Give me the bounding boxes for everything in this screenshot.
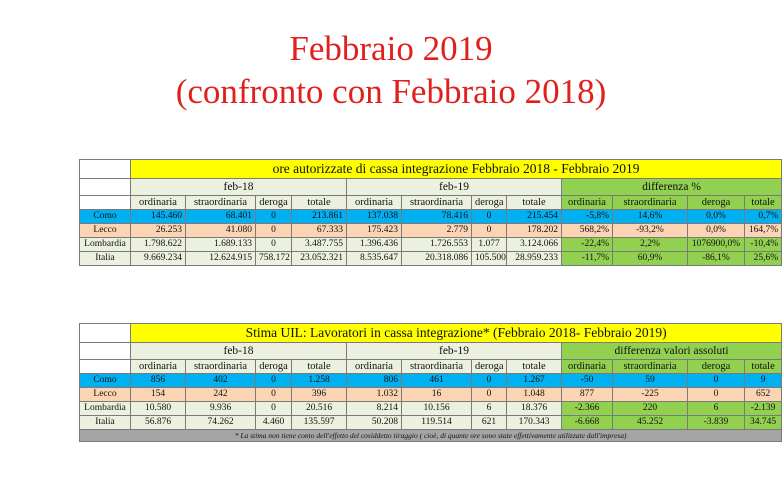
table-corner [80, 160, 131, 179]
table-cell: 1.048 [507, 388, 562, 402]
table-cell: 78.416 [402, 210, 472, 224]
table-cell: 215.454 [507, 210, 562, 224]
row-label: Italia [80, 252, 131, 266]
table-cell: -86,1% [688, 252, 745, 266]
table-cell: 6 [688, 402, 745, 416]
column-header: totale [292, 196, 347, 210]
table-cell: 758.172 [256, 252, 292, 266]
table-cell: 0 [688, 388, 745, 402]
table-cell: 60,9% [613, 252, 688, 266]
table-cell: 170.343 [507, 416, 562, 430]
table-cell: 0 [256, 388, 292, 402]
column-header: totale [292, 360, 347, 374]
table-corner [80, 196, 131, 210]
table-cell: 119.514 [402, 416, 472, 430]
group-header-diff: differenza valori assoluti [562, 343, 782, 360]
table-cell: 9 [745, 374, 782, 388]
table-row-lombardia [80, 402, 782, 416]
table-cell: 1.077 [472, 238, 507, 252]
table-row-lombardia [80, 238, 782, 252]
column-header: deroga [688, 360, 745, 374]
table-cell: 175.423 [347, 224, 402, 238]
table-cell: 2,2% [613, 238, 688, 252]
table-cell: 652 [745, 388, 782, 402]
table-cell: 56.876 [131, 416, 186, 430]
table-header: ore autorizzate di cassa integrazione Febbraio 2018 - Febbraio 2019 [131, 160, 782, 179]
table-cell: 1.726.553 [402, 238, 472, 252]
column-header: ordinaria [131, 360, 186, 374]
table-cell: -93,2% [613, 224, 688, 238]
table-cell: 6 [472, 402, 507, 416]
table-cell: 1.798.622 [131, 238, 186, 252]
table-cell: 135.597 [292, 416, 347, 430]
group-header-feb19: feb-19 [347, 343, 562, 360]
table-cell: 74.262 [186, 416, 256, 430]
table-cell: 568,2% [562, 224, 613, 238]
table-cell: 0,7% [745, 210, 782, 224]
table-cell: -50 [562, 374, 613, 388]
table-cell: 59 [613, 374, 688, 388]
table-cell: 4.460 [256, 416, 292, 430]
footnote: * La stima non tiene conto dell'effetto del cosiddetto tiraggio ( cioè, di quante ore sono state effettivamente utilizzate dall'impresa) [80, 430, 782, 442]
table-cell: -11,7% [562, 252, 613, 266]
column-header: ordinaria [347, 196, 402, 210]
table-cell: 402 [186, 374, 256, 388]
page-title: Febbraio 2019 [289, 29, 493, 68]
column-header: straordinaria [613, 360, 688, 374]
table-cell: 12.624.915 [186, 252, 256, 266]
table-cell: 877 [562, 388, 613, 402]
table-cell: 67.333 [292, 224, 347, 238]
column-header: straordinaria [186, 360, 256, 374]
table-cell: 220 [613, 402, 688, 416]
table-row-lecco [80, 388, 782, 402]
table-cell: 164,7% [745, 224, 782, 238]
table-cell: 16 [402, 388, 472, 402]
column-header: straordinaria [402, 196, 472, 210]
table-cell: 154 [131, 388, 186, 402]
table-cell: 0 [256, 374, 292, 388]
table-cell: 18.376 [507, 402, 562, 416]
column-header: straordinaria [613, 196, 688, 210]
row-label: Como [80, 374, 131, 388]
table-cell: 23.052.321 [292, 252, 347, 266]
table-cell: 0 [256, 238, 292, 252]
table-cell: 25,6% [745, 252, 782, 266]
table-row-como [80, 210, 782, 224]
column-header: deroga [256, 360, 292, 374]
table-cell: 50.208 [347, 416, 402, 430]
table-cell: 20.516 [292, 402, 347, 416]
table-cell: -2.139 [745, 402, 782, 416]
table-cell: 3.124.066 [507, 238, 562, 252]
table-cell: 0 [472, 210, 507, 224]
table-cell: 28.959.233 [507, 252, 562, 266]
table-cell: 1.267 [507, 374, 562, 388]
table-cell: 0,0% [688, 210, 745, 224]
table-cell: 20.318.086 [402, 252, 472, 266]
table-stima-lavoratori [79, 323, 782, 442]
table-row-como [80, 374, 782, 388]
table-cell: 242 [186, 388, 256, 402]
table-cell: 8.535.647 [347, 252, 402, 266]
column-header: deroga [688, 196, 745, 210]
row-label: Lecco [80, 388, 131, 402]
table-cell: 0 [472, 388, 507, 402]
table-cell: -6.668 [562, 416, 613, 430]
table-row-italia [80, 416, 782, 430]
column-header: deroga [472, 196, 507, 210]
table-cell: 9.669.234 [131, 252, 186, 266]
table-cell: 14,6% [613, 210, 688, 224]
table-cell: 10.156 [402, 402, 472, 416]
table-header: Stima UIL: Lavoratori in cassa integrazione* (Febbraio 2018- Febbraio 2019) [131, 324, 782, 343]
table-cell: 396 [292, 388, 347, 402]
table-corner [80, 360, 131, 374]
table-cell: -3.839 [688, 416, 745, 430]
table-corner [80, 179, 131, 196]
table-cell: -225 [613, 388, 688, 402]
row-label: Lecco [80, 224, 131, 238]
table-cell: 0 [472, 224, 507, 238]
row-label: Como [80, 210, 131, 224]
column-header: ordinaria [562, 360, 613, 374]
table-cell: 8.214 [347, 402, 402, 416]
column-header: ordinaria [562, 196, 613, 210]
table-cell: 105.500 [472, 252, 507, 266]
table-cell: -2.366 [562, 402, 613, 416]
table-row-lecco [80, 224, 782, 238]
group-header-feb18: feb-18 [131, 179, 347, 196]
table-cell: 0 [688, 374, 745, 388]
table-cell: 856 [131, 374, 186, 388]
table-cell: 461 [402, 374, 472, 388]
table-cell: 1076900,0% [688, 238, 745, 252]
table-cell: 213.861 [292, 210, 347, 224]
table-cell: 45.252 [613, 416, 688, 430]
column-header: totale [507, 196, 562, 210]
table-cell: 0 [256, 224, 292, 238]
table-cell: -5,8% [562, 210, 613, 224]
table-cell: 10.580 [131, 402, 186, 416]
table-cell: -22,4% [562, 238, 613, 252]
table-cell: 806 [347, 374, 402, 388]
table-cell: 178.202 [507, 224, 562, 238]
table-cell: 26.253 [131, 224, 186, 238]
table-ore-autorizzate [79, 159, 782, 266]
table-cell: 0 [472, 374, 507, 388]
table-cell: 3.487.755 [292, 238, 347, 252]
column-header: totale [745, 360, 782, 374]
group-header-diff: differenza % [562, 179, 782, 196]
table-cell: 0,0% [688, 224, 745, 238]
table-cell: -10,4% [745, 238, 782, 252]
column-header: totale [745, 196, 782, 210]
table-cell: 0 [256, 210, 292, 224]
table-cell: 1.032 [347, 388, 402, 402]
table-cell: 9.936 [186, 402, 256, 416]
row-label: Italia [80, 416, 131, 430]
table-corner [80, 324, 131, 343]
table-cell: 0 [256, 402, 292, 416]
table-cell: 137.038 [347, 210, 402, 224]
table-cell: 1.396.436 [347, 238, 402, 252]
column-header: totale [507, 360, 562, 374]
table-cell: 2.779 [402, 224, 472, 238]
table-cell: 1.689.133 [186, 238, 256, 252]
column-header: straordinaria [186, 196, 256, 210]
table-corner [80, 343, 131, 360]
table-cell: 41.080 [186, 224, 256, 238]
row-label: Lombardia [80, 238, 131, 252]
group-header-feb19: feb-19 [347, 179, 562, 196]
table-cell: 1.258 [292, 374, 347, 388]
column-header: deroga [472, 360, 507, 374]
table-cell: 621 [472, 416, 507, 430]
column-header: straordinaria [402, 360, 472, 374]
column-header: ordinaria [131, 196, 186, 210]
table-cell: 68.401 [186, 210, 256, 224]
table-cell: 34.745 [745, 416, 782, 430]
row-label: Lombardia [80, 402, 131, 416]
group-header-feb18: feb-18 [131, 343, 347, 360]
column-header: deroga [256, 196, 292, 210]
page-subtitle: (confronto con Febbraio 2018) [175, 72, 607, 111]
table-cell: 145.460 [131, 210, 186, 224]
table-row-italia [80, 252, 782, 266]
column-header: ordinaria [347, 360, 402, 374]
